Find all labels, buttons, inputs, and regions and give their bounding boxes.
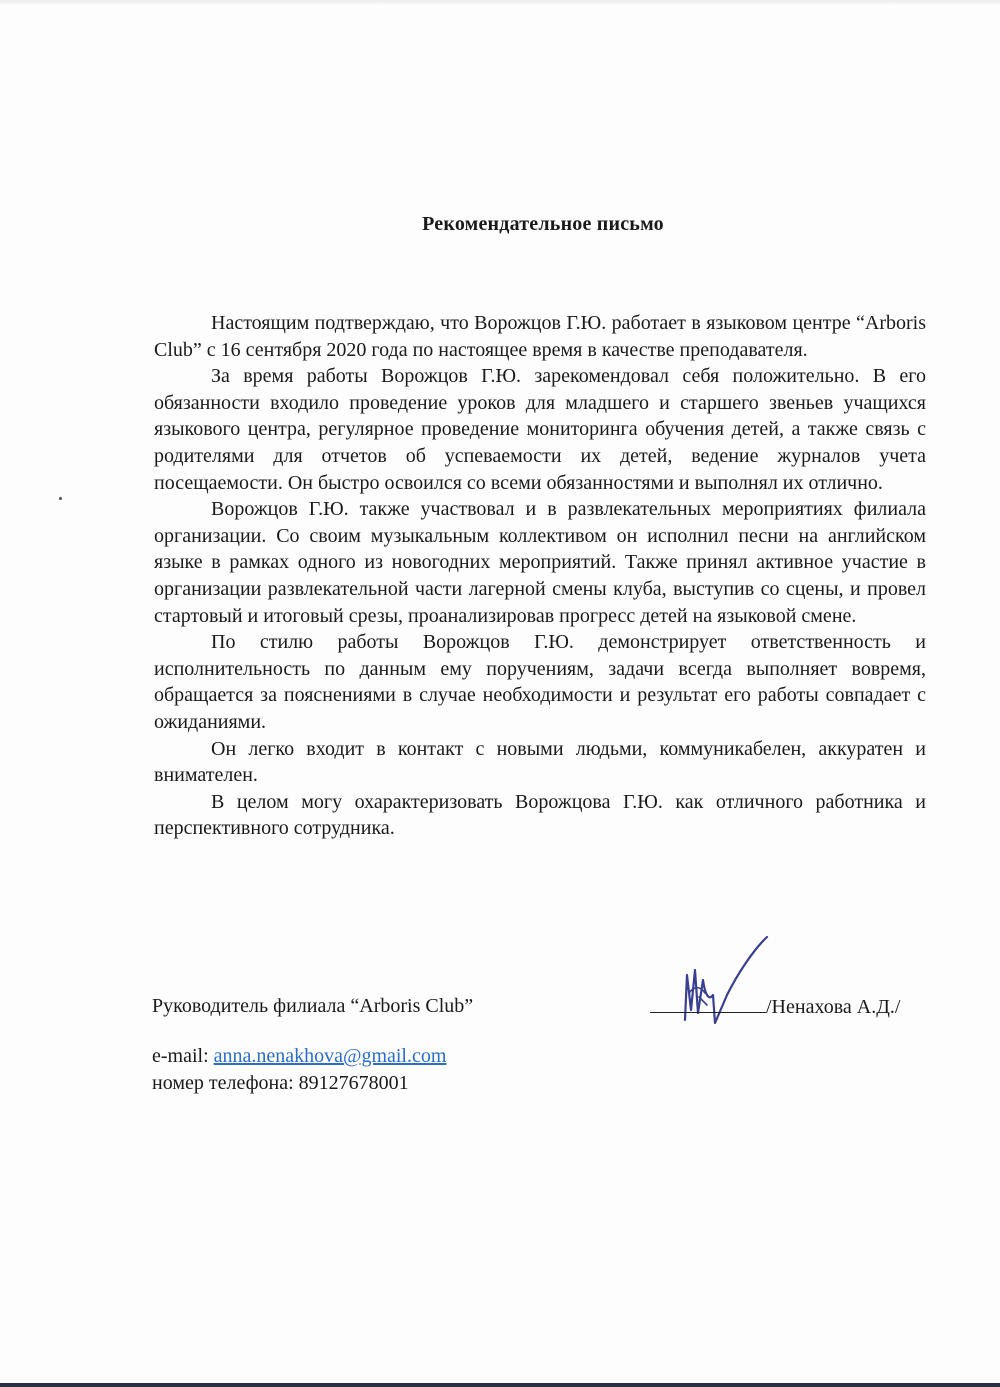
paragraph-3: Ворожцов Г.Ю. также участвовал и в развлекательных мероприятиях филиала организации. Со своим музыкальным коллективом он исполнил песни на английском языке в рамках одного из новогодних мероприятий. Также принял активное участие в организации развлекательной части лагерной смены клуба, выступив со сцены, и провел стартовый и итоговый срезы, проанализировав прогресс детей на языковой смене. bbox=[154, 498, 926, 627]
paragraph-5: Он легко входит в контакт с новыми людьми, коммуникабелен, аккуратен и внимателен. bbox=[154, 737, 926, 787]
signature-line bbox=[650, 994, 900, 1019]
letter-title: Рекомендательное письмо bbox=[422, 213, 664, 235]
letter-body bbox=[154, 310, 926, 842]
phone-label: номер телефона: bbox=[152, 1072, 299, 1094]
email-line bbox=[152, 1044, 446, 1068]
scan-speck bbox=[59, 497, 62, 500]
paragraph-6: В целом могу охарактеризовать Ворожцова Г.Ю. как отличного работника и перспективного сотрудника. bbox=[154, 790, 926, 840]
email-link[interactable]: anna.nenakhova@gmail.com bbox=[213, 1045, 447, 1067]
signatory-name: /Ненахова А.Д./ bbox=[766, 996, 901, 1018]
phone-number: 89127678001 bbox=[298, 1072, 409, 1094]
scan-edge-bottom bbox=[0, 1383, 1000, 1387]
email-label: e-mail: bbox=[152, 1045, 214, 1067]
paragraph-1: Настоящим подтверждаю, что Ворожцов Г.Ю. работает в языковом центре “Arboris Club” с 16 сентября 2020 года по настоящее время в качестве преподавателя. bbox=[154, 312, 926, 361]
signature-underline bbox=[650, 994, 766, 1013]
paragraph-2: За время работы Ворожцов Г.Ю. зарекомендовал себя положительно. В его обязанности входило проведение уроков для младшего и старшего звеньев учащихся языкового центра, регулярное проведение мониторинга обучения детей, а также связь с родителями для отчетов об успеваемости их детей, ведение журналов учета посещаемости. Он быстро освоился со всеми обязанностями и выполнял их отлично. bbox=[154, 365, 926, 494]
signer-position: Руководитель филиала “Arboris Club” bbox=[152, 995, 474, 1017]
signature-icon bbox=[665, 935, 775, 1045]
paragraph-4: По стилю работы Ворожцов Г.Ю. демонстрирует ответственность и исполнительность по данным ему поручениям, задачи всегда выполняет вовремя, обращается за пояснениями в случае необходимости и результат его работы совпадает с ожиданиями. bbox=[154, 631, 926, 733]
phone-line bbox=[152, 1071, 409, 1095]
scan-edge-top bbox=[0, 0, 1000, 6]
